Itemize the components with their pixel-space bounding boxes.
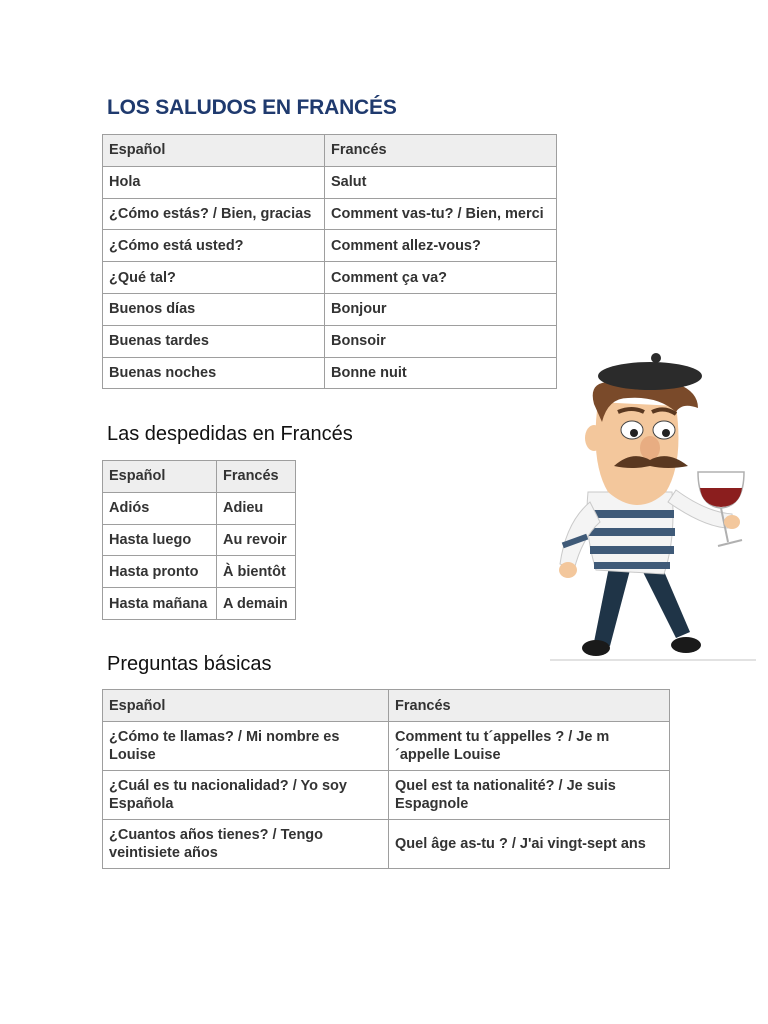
cell-frances: Comment allez-vous? — [325, 230, 557, 262]
right-hand — [724, 515, 740, 529]
header-frances: Francés — [217, 461, 296, 493]
head — [596, 402, 679, 505]
table-row — [103, 293, 557, 325]
cell-frances: À bientôt — [217, 556, 296, 588]
preguntas-table — [102, 689, 670, 869]
cell-espanol: ¿Cómo estás? / Bien, gracias — [103, 198, 325, 230]
cell-frances: Comment ça va? — [325, 262, 557, 294]
left-leg — [594, 562, 630, 646]
header-espanol: Español — [103, 690, 389, 722]
cell-espanol: Buenas noches — [103, 357, 325, 389]
cell-espanol: ¿Qué tal? — [103, 262, 325, 294]
cell-espanol: ¿Cómo te llamas? / Mi nombre es Louise — [103, 722, 389, 771]
table-row — [103, 524, 296, 556]
table-header-row — [103, 690, 670, 722]
despedidas-title: Las despedidas en Francés — [107, 423, 353, 445]
cell-frances: Quel âge as-tu ? / J'ai vingt-sept ans — [389, 820, 670, 869]
cell-frances: Comment vas-tu? / Bien, merci — [325, 198, 557, 230]
table-row — [103, 230, 557, 262]
table-row — [103, 198, 557, 230]
cell-espanol: Hasta mañana — [103, 588, 217, 620]
right-pupil — [662, 429, 670, 437]
table-row — [103, 166, 557, 198]
glass-base — [718, 540, 742, 546]
table-row — [103, 262, 557, 294]
saludos-title: LOS SALUDOS EN FRANCÉS — [107, 96, 397, 119]
cell-espanol: Adiós — [103, 492, 217, 524]
table-row — [103, 556, 296, 588]
cell-espanol: ¿Cuál es tu nacionalidad? / Yo soy Española — [103, 771, 389, 820]
cell-frances: Salut — [325, 166, 557, 198]
header-frances: Francés — [389, 690, 670, 722]
cell-frances: Bonsoir — [325, 325, 557, 357]
cell-frances: Comment tu t´appelles ? / Je m´appelle Louise — [389, 722, 670, 771]
preguntas-title: Preguntas básicas — [107, 653, 272, 675]
table-row — [103, 588, 296, 620]
cell-espanol: Hasta luego — [103, 524, 217, 556]
table-row — [103, 357, 557, 389]
table-row — [103, 722, 670, 771]
table-header-row — [103, 135, 557, 167]
despedidas-table — [102, 460, 296, 620]
nose — [640, 436, 660, 460]
left-hand — [559, 562, 577, 578]
table-header-row — [103, 461, 296, 493]
left-shoe — [582, 640, 610, 656]
cell-espanol: Buenas tardes — [103, 325, 325, 357]
cell-espanol: ¿Cómo está usted? — [103, 230, 325, 262]
header-espanol: Español — [103, 135, 325, 167]
cell-frances: A demain — [217, 588, 296, 620]
cell-espanol: Hasta pronto — [103, 556, 217, 588]
french-man-with-wine-icon — [548, 342, 760, 664]
cell-frances: Quel est ta nationalité? / Je suis Espagnole — [389, 771, 670, 820]
wine — [700, 488, 742, 507]
table-row — [103, 771, 670, 820]
table-row — [103, 492, 296, 524]
table-row — [103, 820, 670, 869]
cell-frances: Bonne nuit — [325, 357, 557, 389]
right-shoe — [671, 637, 701, 653]
saludos-table — [102, 134, 557, 389]
cell-espanol: Hola — [103, 166, 325, 198]
cell-frances: Au revoir — [217, 524, 296, 556]
beret — [598, 362, 702, 390]
ear — [585, 425, 603, 451]
cell-espanol: ¿Cuantos años tienes? / Tengo veintisiete años — [103, 820, 389, 869]
header-frances: Francés — [325, 135, 557, 167]
header-espanol: Español — [103, 461, 217, 493]
cell-frances: Adieu — [217, 492, 296, 524]
left-pupil — [630, 429, 638, 437]
cell-espanol: Buenos días — [103, 293, 325, 325]
beret-stem — [651, 353, 661, 363]
cell-frances: Bonjour — [325, 293, 557, 325]
table-row — [103, 325, 557, 357]
